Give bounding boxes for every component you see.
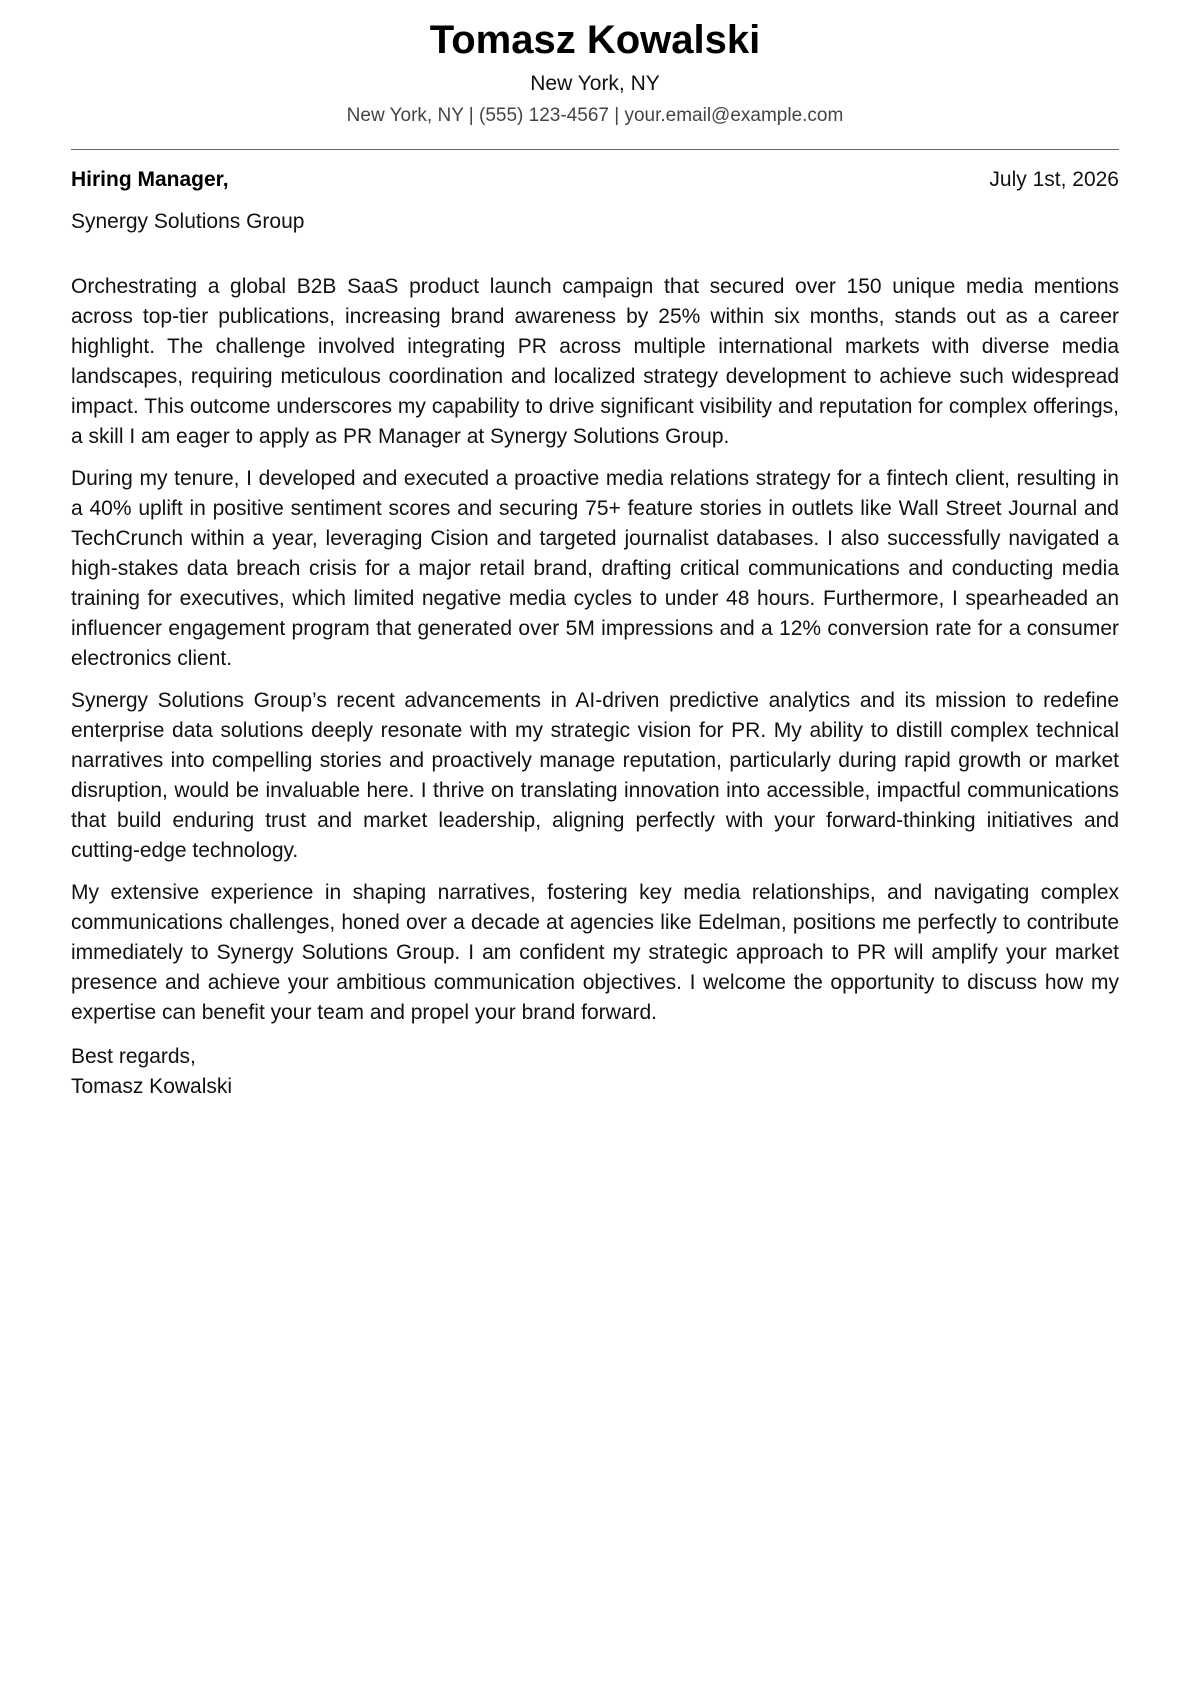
sign-off: Best regards,: [71, 1045, 196, 1068]
letter-header: [71, 0, 1119, 129]
body-paragraph: Synergy Solutions Group’s recent advancements in AI-driven predictive analytics and its mission to redefine enterprise data solutions deeply resonate with my strategic vision for PR. My ability to distill complex technical narratives into compelling stories and proactively manage reputation, particularly during rapid growth or market disruption, would be invaluable here. I thrive on translating innovation into accessible, impactful communications that build enduring trust and market leadership, aligning perfectly with your forward-thinking initiatives and cutting-edge technology.: [71, 689, 1119, 862]
recipient-salutation: Hiring Manager,: [71, 168, 229, 191]
letter-date: July 1st, 2026: [989, 168, 1119, 191]
applicant-contact-line: New York, NY | (555) 123-4567 | your.email@example.com: [346, 105, 844, 126]
applicant-location: New York, NY: [530, 72, 660, 95]
recipient-company: Synergy Solutions Group: [71, 210, 305, 233]
signature-name: Tomasz Kowalski: [71, 1075, 233, 1098]
letter-body: [71, 272, 1119, 1028]
recipient-row: [71, 166, 1119, 194]
applicant-name: Tomasz Kowalski: [429, 18, 761, 62]
body-paragraph: Orchestrating a global B2B SaaS product launch campaign that secured over 150 unique media mentions across top-tier publications, increasing brand awareness by 25% within six months, stands out as a career highlight. The challenge involved integrating PR across multiple international markets with diverse media landscapes, requiring meticulous coordination and localized strategy development to achieve such widespread impact. This outcome underscores my capability to drive significant visibility and reputation for complex offerings, a skill I am eager to apply as PR Manager at Synergy Solutions Group.: [71, 275, 1119, 448]
body-paragraph: My extensive experience in shaping narratives, fostering key media relationships, and navigating complex communications challenges, honed over a decade at agencies like Edelman, positions me perfectly to contribute immediately to Synergy Solutions Group. I am confident my strategic approach to PR will amplify your market presence and achieve your ambitious communication objectives. I welcome the opportunity to discuss how my expertise can benefit your team and propel your brand forward.: [71, 881, 1119, 1024]
letter-closing: [71, 1042, 1119, 1102]
body-paragraph: During my tenure, I developed and executed a proactive media relations strategy for a fintech client, resulting in a 40% uplift in positive sentiment scores and securing 75+ feature stories in outlets like Wall Street Journal and TechCrunch within a year, leveraging Cision and targeted journalist databases. I also successfully navigated a high-stakes data breach crisis for a major retail brand, drafting critical communications and conducting media training for executives, which limited negative media cycles to under 48 hours. Furthermore, I spearheaded an influencer engagement program that generated over 5M impressions and a 12% conversion rate for a consumer electronics client.: [71, 467, 1119, 670]
header-divider: [71, 149, 1119, 150]
